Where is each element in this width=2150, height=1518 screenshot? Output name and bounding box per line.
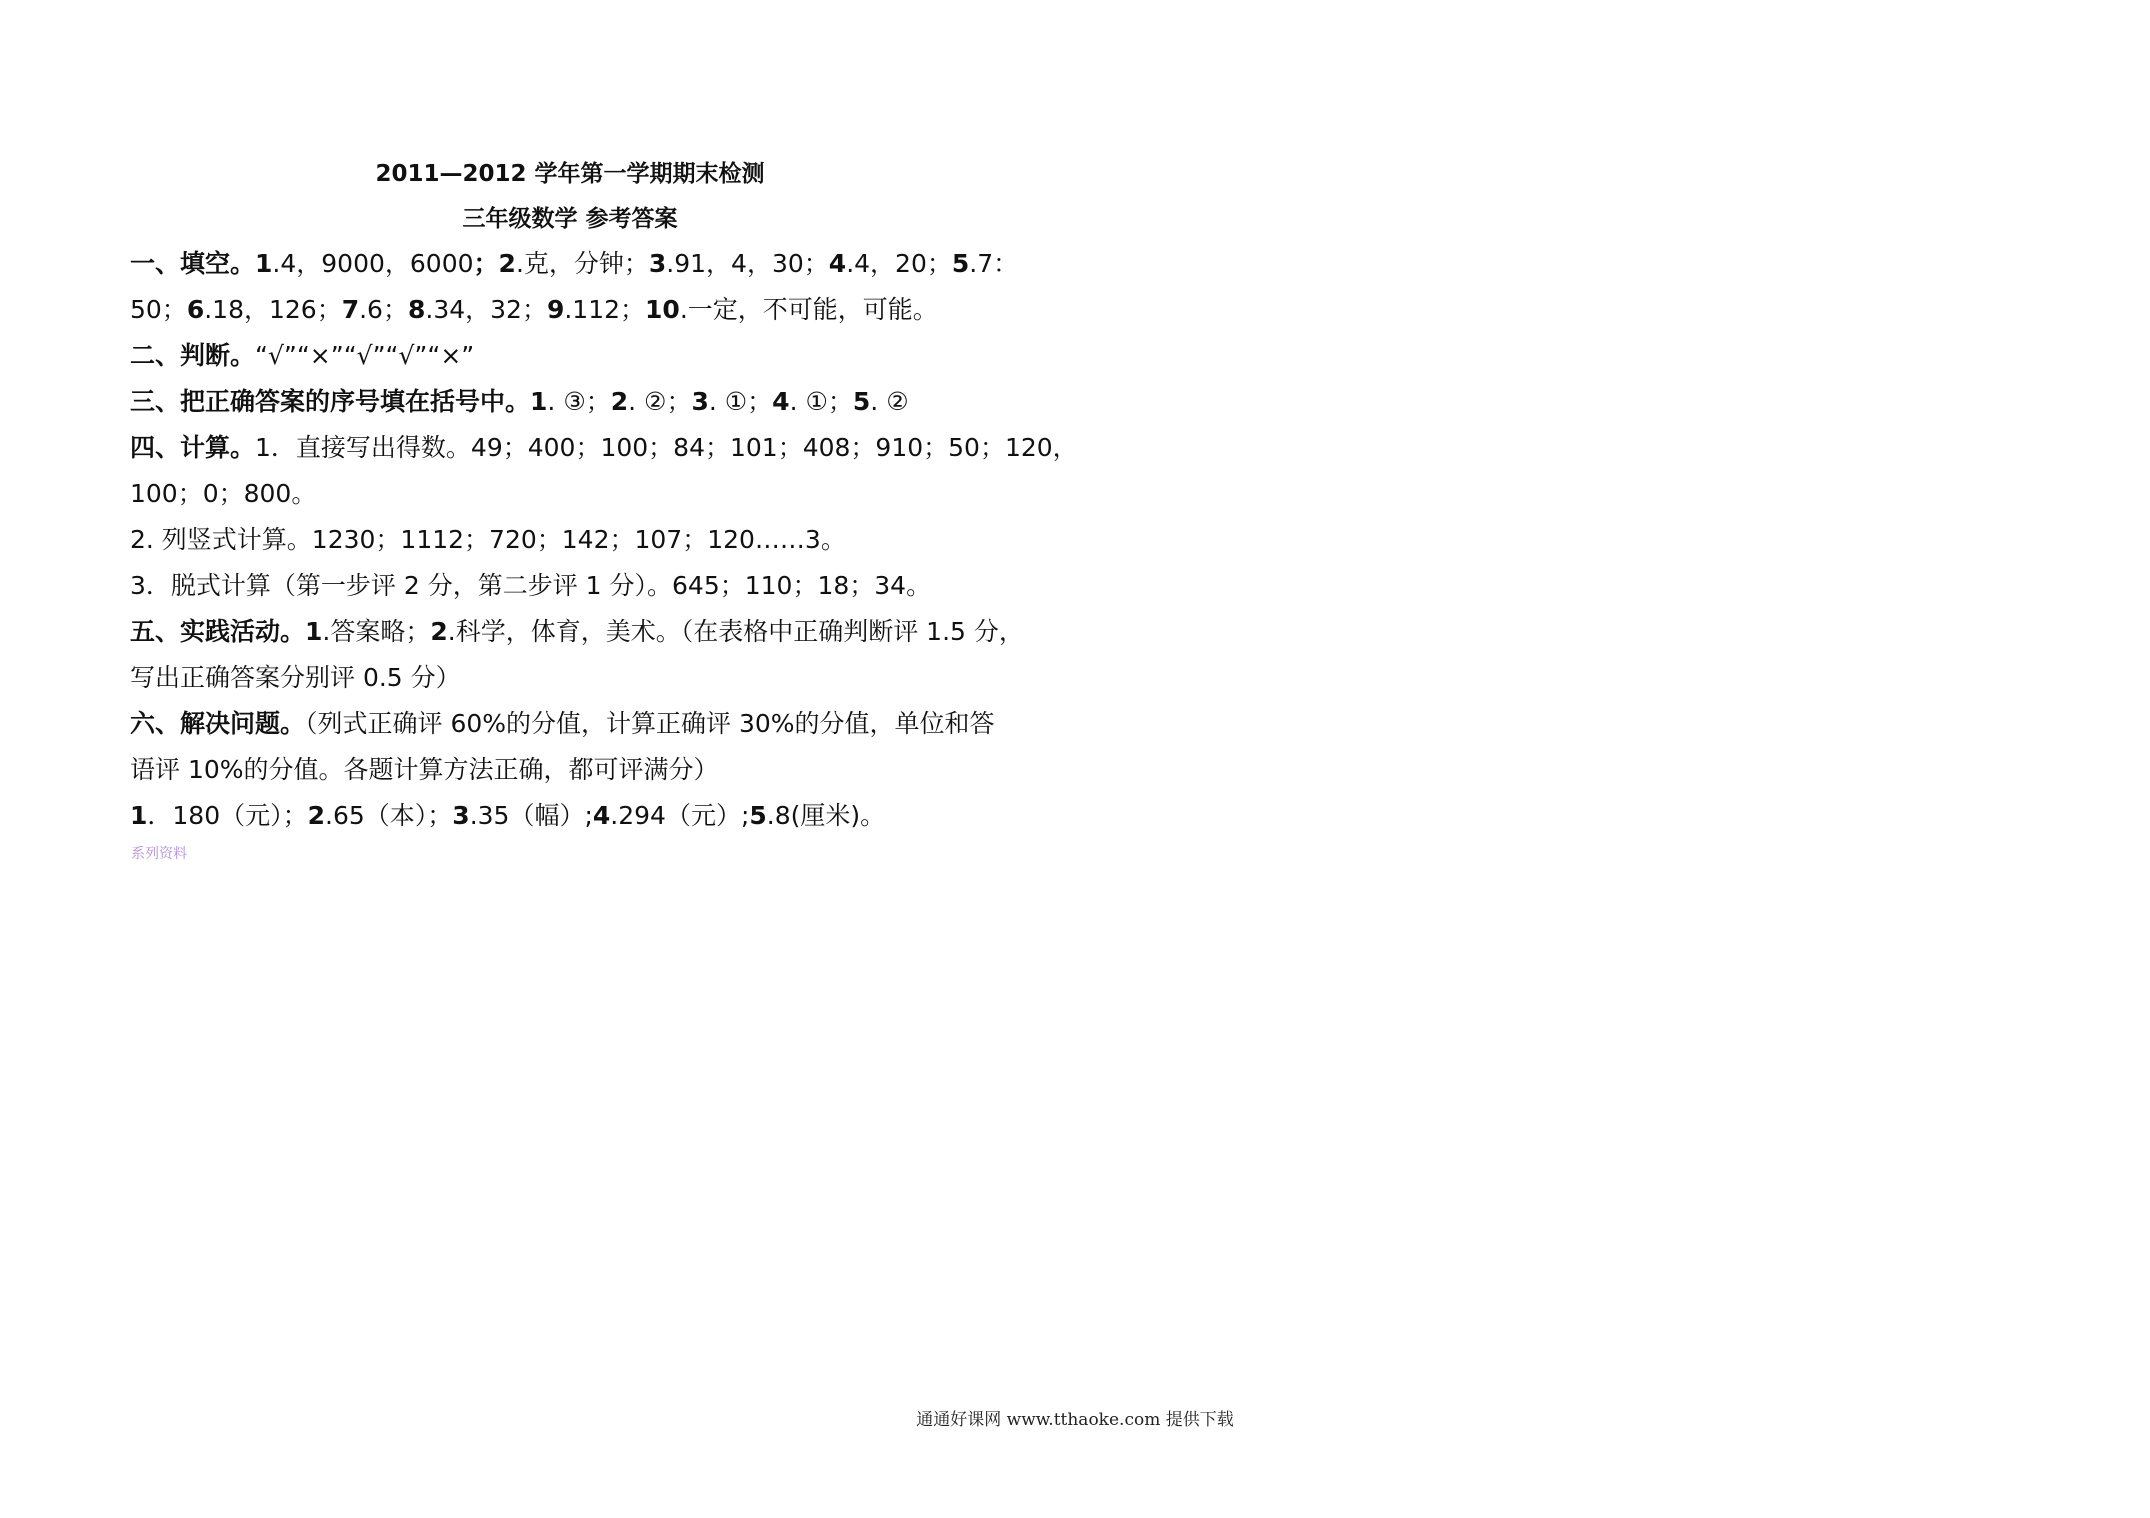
section-heading: 六、解决问题。 bbox=[130, 709, 306, 738]
answer-line-vertical-calc: 2. 列竖式计算。1230；1112；720；142；107；120……3。 bbox=[130, 525, 846, 554]
footer-credit: 通通好课网 www.tthaoke.com 提供下载 bbox=[916, 1410, 1234, 1430]
item-number: 5 bbox=[852, 387, 871, 416]
answer-line-practice bbox=[130, 615, 1024, 649]
item-answer: .答案略； bbox=[322, 617, 431, 646]
item-number: ；2 bbox=[473, 249, 516, 278]
series-note: 系列资料 bbox=[131, 846, 187, 862]
item-number: 6 bbox=[186, 295, 205, 324]
answer-line-fill-blank bbox=[130, 247, 1018, 281]
item-answer: .91，4，30； bbox=[666, 249, 829, 278]
document-title: 2011—2012 学年第一学期期末检测 bbox=[375, 161, 765, 187]
item-answer: . ①； bbox=[789, 387, 853, 416]
item-answer: .8(厘米)。 bbox=[766, 801, 886, 830]
item-number: 1 bbox=[530, 387, 548, 416]
item-number: 3 bbox=[648, 249, 667, 278]
item-answer: . ②； bbox=[628, 387, 692, 416]
document-subtitle: 三年级数学 参考答案 bbox=[462, 206, 678, 232]
item-answer: .一定，不可能，可能。 bbox=[679, 295, 938, 324]
item-answer: .112； bbox=[564, 295, 646, 324]
item-answer: “√”“×”“√”“√”“×” bbox=[255, 341, 475, 370]
section-heading: 五、实践活动。 bbox=[130, 617, 306, 646]
item-number: 7 bbox=[341, 295, 360, 324]
section-heading: 三、把正确答案的序号填在括号中。 bbox=[130, 387, 531, 416]
item-answer: . ② bbox=[870, 387, 909, 416]
item-answer: . ①； bbox=[708, 387, 773, 416]
item-answer: .18，126； bbox=[204, 295, 342, 324]
item-number: 3 bbox=[691, 387, 709, 416]
item-number: 4 bbox=[828, 249, 847, 278]
item-answer: .34，32； bbox=[425, 295, 547, 324]
answer-line-multiple-choice bbox=[130, 385, 909, 419]
answer-line-fill-blank-cont bbox=[130, 293, 938, 327]
answer-line-true-false bbox=[130, 339, 474, 373]
answer-line-calculation-cont: 100；0；800。 bbox=[130, 479, 317, 508]
item-answer: （列式正确评 60%的分值，计算正确评 30%的分值，单位和答 bbox=[305, 709, 995, 738]
section-heading: 二、判断。 bbox=[130, 341, 256, 370]
item-answer: .6； bbox=[359, 295, 408, 324]
item-number: 4 bbox=[772, 387, 790, 416]
item-answer: .科学，体育，美术。（在表格中正确判断评 1.5 分， bbox=[447, 617, 1024, 646]
item-answer: .克，分钟； bbox=[515, 249, 649, 278]
item-answer: .7： bbox=[969, 249, 1019, 278]
item-number: 4 bbox=[592, 801, 611, 830]
item-number: 5 bbox=[749, 801, 767, 830]
item-answer: ．180（元）； bbox=[147, 801, 308, 830]
item-answer: .4，20； bbox=[846, 249, 952, 278]
item-number: 1 bbox=[130, 801, 148, 830]
item-number: 8 bbox=[407, 295, 426, 324]
item-number: 3 bbox=[452, 801, 470, 830]
item-number: 2 bbox=[610, 387, 629, 416]
item-answer: .294（元）; bbox=[610, 801, 750, 830]
item-number: 1 bbox=[305, 617, 323, 646]
item-number: 2 bbox=[430, 617, 448, 646]
item-answer: . ③； bbox=[547, 387, 611, 416]
item-answer: 50； bbox=[130, 295, 187, 324]
item-number: 10 bbox=[645, 295, 680, 324]
item-number: 2 bbox=[307, 801, 326, 830]
answer-line-practice-cont: 写出正确答案分别评 0.5 分） bbox=[130, 663, 461, 692]
item-answer: .35（幅）; bbox=[469, 801, 593, 830]
item-answer: .4，9000，6000 bbox=[272, 249, 474, 278]
answer-line-step-calc: 3．脱式计算（第一步评 2 分，第二步评 1 分）。645；110；18；34。 bbox=[130, 571, 932, 600]
item-number: 5 bbox=[951, 249, 970, 278]
item-number: 1 bbox=[255, 249, 273, 278]
answer-line-problem-solving-cont: 语评 10%的分值。各题计算方法正确，都可评满分） bbox=[130, 755, 719, 784]
section-heading: 四、计算。 bbox=[130, 433, 256, 462]
item-answer: .65（本）； bbox=[325, 801, 453, 830]
answer-line-problem-solving bbox=[130, 707, 995, 741]
item-answer: 1．直接写出得数。49；400；100；84；101；408；910；50；120， bbox=[255, 433, 1078, 462]
section-heading: 一、填空。 bbox=[130, 249, 256, 278]
item-number: 9 bbox=[546, 295, 565, 324]
answer-line-problem-results bbox=[130, 799, 885, 833]
answer-line-calculation bbox=[130, 431, 1078, 465]
